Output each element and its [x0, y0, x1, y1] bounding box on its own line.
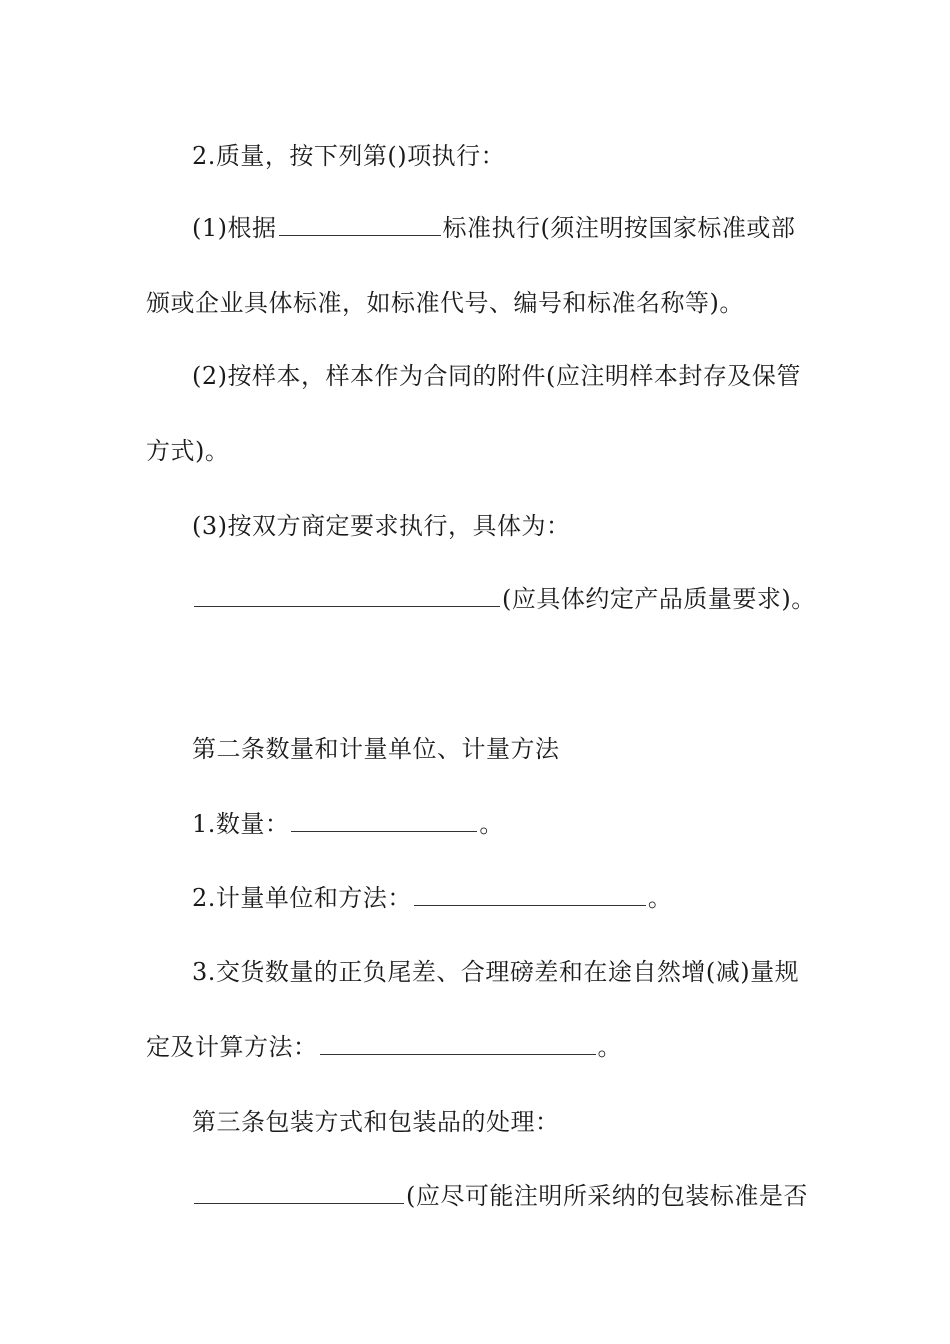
- article-2-heading: [0, 733, 950, 765]
- line-text: (应具体约定产品质量要求)。: [502, 585, 816, 613]
- line-text: 3.交货数量的正负尾差、合理磅差和在途自然增(减)量规: [192, 958, 800, 986]
- line-text: 定及计算方法：: [146, 1033, 318, 1061]
- quality-option-2-continued: [0, 435, 950, 467]
- quality-option-3-detail: [0, 583, 950, 615]
- line-text: (1)根据: [192, 214, 277, 242]
- fill-blank[interactable]: [194, 586, 500, 607]
- quantity-line: [0, 808, 950, 840]
- quality-option-1: [0, 212, 950, 244]
- line-text: 2.质量，按下列第()项执行：: [192, 142, 506, 170]
- unit-method-line: [0, 882, 950, 914]
- line-text: (应尽可能注明所采纳的包装标准是否: [406, 1182, 808, 1210]
- tolerance-line-continued: [0, 1031, 950, 1063]
- packaging-line: [0, 1180, 950, 1212]
- quality-option-3: [0, 510, 950, 542]
- article-3-heading: [0, 1106, 950, 1138]
- line-text: 方式)。: [146, 437, 230, 465]
- fill-blank[interactable]: [194, 1183, 404, 1204]
- quality-option-1-continued: [0, 287, 950, 319]
- line-text: 第三条包装方式和包装品的处理：: [192, 1108, 560, 1136]
- line-text: 标准执行(须注明按国家标准或部: [442, 214, 796, 242]
- fill-blank[interactable]: [320, 1034, 596, 1055]
- line-text: 1.数量：: [192, 810, 290, 838]
- line-text: 。: [647, 884, 673, 912]
- quality-heading: [0, 140, 950, 172]
- line-text: 。: [479, 810, 504, 838]
- line-text: 。: [597, 1033, 622, 1061]
- line-text: (3)按双方商定要求执行，具体为：: [192, 512, 571, 540]
- line-text: 颁或企业具体标准，如标准代号、编号和标准名称等)。: [146, 289, 744, 317]
- tolerance-line: [0, 956, 950, 988]
- fill-blank[interactable]: [291, 811, 477, 832]
- quality-option-2: [0, 360, 950, 392]
- fill-blank[interactable]: [414, 885, 646, 906]
- line-text: (2)按样本，样本作为合同的附件(应注明样本封存及保管: [192, 362, 801, 390]
- fill-blank[interactable]: [279, 215, 441, 236]
- line-text: 第二条数量和计量单位、计量方法: [192, 735, 560, 763]
- line-text: 2.计量单位和方法：: [192, 884, 412, 912]
